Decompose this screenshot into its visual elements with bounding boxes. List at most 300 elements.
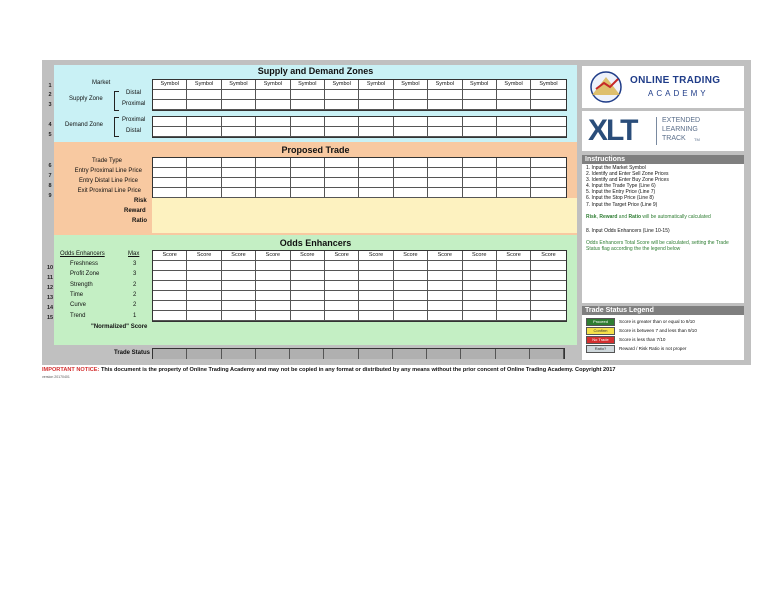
input-cell[interactable]	[291, 281, 325, 291]
input-cell[interactable]	[428, 281, 462, 291]
normalized-score-label: "Normalized" Score	[91, 324, 148, 330]
input-cell[interactable]	[463, 100, 497, 110]
input-cell[interactable]	[325, 178, 359, 188]
symbol-column-header: Symbol	[187, 80, 221, 90]
input-cell[interactable]	[222, 127, 256, 137]
input-cell[interactable]	[153, 188, 187, 198]
input-cell[interactable]	[222, 281, 256, 291]
input-cell[interactable]	[291, 188, 325, 198]
input-cell[interactable]	[394, 311, 428, 321]
symbol-column-header: Symbol	[325, 80, 359, 90]
input-cell[interactable]	[291, 168, 325, 178]
input-cell[interactable]	[531, 117, 565, 127]
input-cell[interactable]	[497, 117, 531, 127]
input-cell[interactable]	[291, 271, 325, 281]
input-cell[interactable]	[153, 100, 187, 110]
supply-zone-label: Supply Zone	[69, 96, 103, 102]
input-cell[interactable]	[394, 178, 428, 188]
input-cell[interactable]	[256, 188, 290, 198]
step-8: 8. Input Odds Enhancers (Line 10-15)	[586, 227, 670, 234]
input-cell[interactable]	[187, 100, 221, 110]
score-column-header: Score	[187, 251, 221, 261]
row-number: 12	[46, 285, 54, 291]
odds-enhancer-max: 3	[133, 261, 137, 267]
input-cell[interactable]	[291, 117, 325, 127]
ratio-label: Ratio	[132, 218, 147, 224]
input-cell[interactable]	[153, 127, 187, 137]
input-cell[interactable]	[428, 168, 462, 178]
input-cell[interactable]	[359, 271, 393, 281]
trade-type-label: Trade Type	[91, 158, 122, 164]
input-cell[interactable]	[256, 301, 290, 311]
input-cell[interactable]	[256, 178, 290, 188]
input-cell[interactable]	[428, 188, 462, 198]
input-cell[interactable]	[325, 158, 359, 168]
input-cell[interactable]	[153, 178, 187, 188]
input-cell[interactable]	[222, 301, 256, 311]
input-cell[interactable]	[531, 178, 565, 188]
input-cell[interactable]	[394, 291, 428, 301]
input-cell[interactable]	[428, 158, 462, 168]
input-cell[interactable]	[256, 168, 290, 178]
symbol-column-header: Symbol	[153, 80, 187, 90]
input-cell[interactable]	[325, 100, 359, 110]
instruction-step: 4. Input the Trade Type (Line 6)	[586, 183, 656, 190]
row-number: 6	[48, 163, 52, 169]
trade-status-row	[152, 348, 565, 359]
reward-label: Reward	[124, 208, 146, 214]
input-cell[interactable]	[531, 188, 565, 198]
input-cell[interactable]	[359, 100, 393, 110]
input-cell[interactable]	[153, 90, 187, 100]
input-cell[interactable]	[359, 291, 393, 301]
xlt-tm: TM	[694, 137, 700, 142]
input-cell[interactable]	[497, 311, 531, 321]
note-tail: will be automatically calculated	[641, 213, 711, 220]
input-cell[interactable]	[428, 178, 462, 188]
trade-status-cell	[222, 349, 256, 359]
symbol-column-header: Symbol	[256, 80, 290, 90]
legend-item	[586, 335, 740, 344]
legend-text: Score is greater than or equal to 9/10	[619, 319, 695, 324]
row-number: 15	[46, 315, 54, 321]
trade-status-cell	[256, 349, 290, 359]
input-cell[interactable]	[187, 188, 221, 198]
instructions-header: Instructions	[582, 155, 744, 164]
input-cell[interactable]	[394, 188, 428, 198]
input-cell[interactable]	[291, 261, 325, 271]
input-cell[interactable]	[187, 168, 221, 178]
ota-logo-emblem	[586, 69, 626, 105]
entry-proximal-label: Entry Proximal Line Price	[74, 168, 142, 174]
score-column-header: Score	[222, 251, 256, 261]
input-cell[interactable]	[153, 117, 187, 127]
input-cell[interactable]	[359, 281, 393, 291]
input-cell[interactable]	[463, 158, 497, 168]
input-cell[interactable]	[394, 158, 428, 168]
input-cell[interactable]	[428, 100, 462, 110]
input-cell[interactable]	[428, 117, 462, 127]
input-cell[interactable]	[153, 271, 187, 281]
input-cell[interactable]	[463, 127, 497, 137]
input-cell[interactable]	[222, 117, 256, 127]
input-cell[interactable]	[291, 90, 325, 100]
input-cell[interactable]	[291, 291, 325, 301]
score-column-header: Score	[394, 251, 428, 261]
odds-grid	[152, 250, 567, 322]
input-cell[interactable]	[531, 261, 565, 271]
row-number: 8	[48, 183, 52, 189]
trade-status-cell	[530, 349, 564, 359]
legend-header: Trade Status Legend	[582, 306, 744, 315]
ota-logo	[582, 66, 744, 108]
input-cell[interactable]	[428, 311, 462, 321]
score-column-header: Score	[291, 251, 325, 261]
input-cell[interactable]	[325, 117, 359, 127]
auto-calc-note	[582, 213, 744, 221]
input-cell[interactable]	[394, 90, 428, 100]
odds-enhancer-max: 2	[133, 281, 137, 288]
ota-name-line2: ACADEMY	[648, 89, 709, 98]
input-cell[interactable]	[325, 301, 359, 311]
input-cell[interactable]	[222, 178, 256, 188]
legend-item	[586, 344, 740, 353]
input-cell[interactable]	[531, 311, 565, 321]
note-risk: Risk	[586, 213, 597, 220]
input-cell[interactable]	[428, 261, 462, 271]
input-cell[interactable]	[256, 117, 290, 127]
input-cell[interactable]	[187, 90, 221, 100]
legend-item	[586, 326, 740, 335]
xlt-line1: EXTENDED	[662, 117, 701, 124]
input-cell[interactable]	[187, 301, 221, 311]
input-cell[interactable]	[531, 158, 565, 168]
trade-status-cell	[359, 349, 393, 359]
odds-enhancer-name: Strength	[70, 281, 93, 288]
input-cell[interactable]	[394, 100, 428, 110]
input-cell[interactable]	[325, 127, 359, 137]
legend-swatch: Proceed	[586, 318, 615, 326]
score-column-header: Score	[325, 251, 359, 261]
notice-label: IMPORTANT NOTICE:	[42, 367, 100, 373]
input-cell[interactable]	[428, 90, 462, 100]
demand-zone-label: Demand Zone	[65, 122, 104, 128]
input-cell[interactable]	[394, 117, 428, 127]
input-cell[interactable]	[359, 261, 393, 271]
input-cell[interactable]	[463, 178, 497, 188]
proposed-trade-section	[54, 142, 577, 235]
row-number: 9	[48, 193, 52, 199]
xlt-divider	[656, 117, 657, 145]
odds-enhancers-section	[54, 235, 577, 345]
symbol-column-header: Symbol	[291, 80, 325, 90]
input-cell[interactable]	[222, 261, 256, 271]
odds-enhancer-name: Curve	[70, 302, 87, 309]
input-cell[interactable]	[394, 168, 428, 178]
input-cell[interactable]	[531, 291, 565, 301]
section-title-supply-demand: Supply and Demand Zones	[257, 66, 374, 76]
instruction-step: 3. Identify and Enter Buy Zone Prices	[586, 177, 669, 184]
input-cell[interactable]	[531, 90, 565, 100]
input-cell[interactable]	[256, 127, 290, 137]
input-cell[interactable]	[497, 261, 531, 271]
input-cell[interactable]	[497, 281, 531, 291]
max-header: Max	[128, 251, 140, 257]
input-cell[interactable]	[394, 271, 428, 281]
trade-status-cell	[427, 349, 461, 359]
input-cell[interactable]	[325, 291, 359, 301]
input-cell[interactable]	[187, 127, 221, 137]
input-cell[interactable]	[256, 158, 290, 168]
legend-swatch: Confirm	[586, 327, 615, 335]
row-number: 11	[47, 275, 53, 281]
symbol-column-header: Symbol	[222, 80, 256, 90]
input-cell[interactable]	[222, 100, 256, 110]
score-column-header: Score	[428, 251, 462, 261]
input-cell[interactable]	[187, 158, 221, 168]
odds-enhancer-name: Time	[70, 291, 84, 298]
symbol-column-header: Symbol	[359, 80, 393, 90]
input-cell[interactable]	[187, 291, 221, 301]
input-cell[interactable]	[222, 90, 256, 100]
xlt-line3: TRACK	[662, 135, 686, 142]
input-cell[interactable]	[256, 271, 290, 281]
row-number: 5	[48, 132, 52, 138]
row-number: 13	[46, 295, 54, 301]
input-cell[interactable]	[222, 271, 256, 281]
legend-swatch: Ratio?	[586, 345, 615, 353]
xlt-logo	[582, 111, 744, 151]
trade-status-cell	[324, 349, 358, 359]
legend-panel	[582, 306, 744, 360]
input-cell[interactable]	[428, 291, 462, 301]
input-cell[interactable]	[153, 291, 187, 301]
input-cell[interactable]	[497, 158, 531, 168]
instruction-step: 6. Input the Stop Price (Line 8)	[586, 195, 654, 202]
input-cell[interactable]	[291, 301, 325, 311]
input-cell[interactable]	[256, 100, 290, 110]
instruction-step: 7. Input the Target Price (Line 9)	[586, 201, 658, 208]
market-label: Market	[92, 80, 111, 86]
supply-distal-label: Distal	[126, 90, 142, 96]
notice-text: This document is the property of Online Trading Academy and may not be copied in any format or distributed by any means without the prior concent of Online Trading Academy. Copyright 2017	[100, 367, 616, 373]
input-cell[interactable]	[463, 168, 497, 178]
version-label: version 20170401	[42, 375, 70, 379]
legend-swatch: No Trade	[586, 336, 615, 344]
input-cell[interactable]	[497, 291, 531, 301]
input-cell[interactable]	[497, 90, 531, 100]
input-cell[interactable]	[256, 311, 290, 321]
note-sep1: ,	[596, 213, 600, 220]
input-cell[interactable]	[222, 168, 256, 178]
input-cell[interactable]	[222, 311, 256, 321]
instruction-step: 1. Input the Market Symbol	[586, 165, 646, 171]
input-cell[interactable]	[187, 271, 221, 281]
input-cell[interactable]	[463, 117, 497, 127]
entry-distal-label: Entry Distal Line Price	[78, 178, 138, 184]
input-cell[interactable]	[291, 127, 325, 137]
instruction-step: 2. Identify and Enter Sell Zone Prices	[586, 171, 669, 178]
demand-proximal-label: Proximal	[122, 117, 146, 123]
input-cell[interactable]	[291, 158, 325, 168]
input-cell[interactable]	[359, 117, 393, 127]
input-cell[interactable]	[497, 271, 531, 281]
trade-status-cell	[393, 349, 427, 359]
input-cell[interactable]	[463, 271, 497, 281]
input-cell[interactable]	[187, 261, 221, 271]
input-cell[interactable]	[463, 301, 497, 311]
input-cell[interactable]	[428, 127, 462, 137]
odds-enhancers-header: Odds Enhancers	[60, 251, 105, 257]
score-column-header: Score	[463, 251, 497, 261]
instructions-steps	[582, 164, 744, 209]
input-cell[interactable]	[497, 100, 531, 110]
section-title-proposed-trade: Proposed Trade	[281, 145, 350, 155]
input-cell[interactable]	[497, 188, 531, 198]
input-cell[interactable]	[463, 291, 497, 301]
input-cell[interactable]	[291, 311, 325, 321]
odds-enhancer-name: Freshness	[70, 261, 99, 267]
input-cell[interactable]	[359, 90, 393, 100]
note-ratio: Ratio	[628, 213, 642, 220]
symbol-column-header: Symbol	[531, 80, 565, 90]
input-cell[interactable]	[325, 90, 359, 100]
input-cell[interactable]	[359, 311, 393, 321]
input-cell[interactable]	[531, 271, 565, 281]
input-cell[interactable]	[153, 168, 187, 178]
trade-status-label: Trade Status	[114, 350, 151, 356]
trade-status-cell	[153, 349, 187, 359]
input-cell[interactable]	[359, 168, 393, 178]
symbol-column-header: Symbol	[463, 80, 497, 90]
input-cell[interactable]	[187, 311, 221, 321]
input-cell[interactable]	[325, 271, 359, 281]
input-cell[interactable]	[463, 90, 497, 100]
input-cell[interactable]	[463, 281, 497, 291]
odds-enhancer-name: Profit Zone	[70, 271, 100, 278]
odds-enhancer-max: 3	[133, 271, 137, 278]
input-cell[interactable]	[428, 271, 462, 281]
row-number: 2	[48, 92, 52, 98]
input-cell[interactable]	[256, 261, 290, 271]
score-column-header: Score	[153, 251, 187, 261]
input-cell[interactable]	[291, 100, 325, 110]
input-cell[interactable]	[153, 158, 187, 168]
trade-status-cell	[461, 349, 495, 359]
input-cell[interactable]	[256, 90, 290, 100]
input-cell[interactable]	[359, 178, 393, 188]
legend-text: Reward / Risk Ratio is not proper	[619, 346, 687, 351]
odds-enhancer-name: Trend	[70, 312, 86, 319]
worksheet	[42, 60, 751, 365]
xlt-line2: LEARNING	[662, 126, 698, 133]
symbol-column-header: Symbol	[428, 80, 462, 90]
input-cell[interactable]	[153, 301, 187, 311]
input-cell[interactable]	[394, 281, 428, 291]
input-cell[interactable]	[325, 168, 359, 178]
trade-status-cell	[187, 349, 221, 359]
note-sep2: and	[617, 213, 629, 220]
input-cell[interactable]	[394, 127, 428, 137]
input-cell[interactable]	[359, 301, 393, 311]
input-cell[interactable]	[463, 188, 497, 198]
demand-grid	[152, 116, 567, 138]
supply-grid	[152, 79, 567, 111]
score-note: Odds Enhancers Total Score will be calculated, setting the Trade Status flag according the the legend below	[586, 239, 729, 252]
score-column-header: Score	[256, 251, 290, 261]
input-cell[interactable]	[531, 100, 565, 110]
risk-label: Risk	[134, 198, 147, 204]
input-cell[interactable]	[291, 178, 325, 188]
input-cell[interactable]	[222, 158, 256, 168]
input-cell[interactable]	[325, 188, 359, 198]
input-cell[interactable]	[325, 311, 359, 321]
input-cell[interactable]	[359, 158, 393, 168]
instruction-step: 5. Input the Entry Price (Line 7)	[586, 189, 656, 196]
input-cell[interactable]	[325, 261, 359, 271]
input-cell[interactable]	[222, 188, 256, 198]
trade-status-cell	[290, 349, 324, 359]
input-cell[interactable]	[187, 178, 221, 188]
legend-text: Score is between 7 and less than 9/10	[619, 328, 697, 333]
demand-brace	[114, 117, 119, 137]
input-cell[interactable]	[463, 261, 497, 271]
trade-status-cell	[496, 349, 530, 359]
instructions-panel	[582, 155, 744, 303]
row-number: 14	[46, 305, 54, 311]
input-cell[interactable]	[187, 281, 221, 291]
important-notice	[42, 367, 751, 373]
input-cell[interactable]	[256, 281, 290, 291]
supply-brace	[114, 91, 119, 111]
input-cell[interactable]	[359, 127, 393, 137]
score-column-header: Score	[531, 251, 565, 261]
input-cell[interactable]	[153, 281, 187, 291]
input-cell[interactable]	[394, 301, 428, 311]
input-cell[interactable]	[428, 301, 462, 311]
input-cell[interactable]	[394, 261, 428, 271]
input-cell[interactable]	[531, 127, 565, 137]
supply-demand-section	[54, 65, 577, 142]
score-column-header: Score	[497, 251, 531, 261]
input-cell[interactable]	[359, 188, 393, 198]
input-cell[interactable]	[325, 281, 359, 291]
input-cell[interactable]	[531, 301, 565, 311]
exit-proximal-label: Exit Proximal Line Price	[77, 188, 141, 194]
score-column-header: Score	[359, 251, 393, 261]
symbol-column-header: Symbol	[497, 80, 531, 90]
input-cell[interactable]	[531, 281, 565, 291]
input-cell[interactable]	[463, 311, 497, 321]
trade-grid	[152, 157, 567, 199]
input-cell[interactable]	[497, 301, 531, 311]
legend-text: Score is less than 7/10	[619, 337, 666, 342]
input-cell[interactable]	[153, 311, 187, 321]
input-cell[interactable]	[153, 261, 187, 271]
input-cell[interactable]	[531, 168, 565, 178]
input-cell[interactable]	[222, 291, 256, 301]
odds-enhancer-max: 2	[133, 302, 137, 309]
legend-item	[586, 317, 740, 326]
input-cell[interactable]	[256, 291, 290, 301]
input-cell[interactable]	[497, 168, 531, 178]
row-number: 1	[48, 83, 52, 89]
section-title-odds-enhancers: Odds Enhancers	[279, 238, 352, 248]
input-cell[interactable]	[497, 127, 531, 137]
odds-enhancer-max: 2	[133, 291, 137, 298]
input-cell[interactable]	[497, 178, 531, 188]
input-cell[interactable]	[187, 117, 221, 127]
